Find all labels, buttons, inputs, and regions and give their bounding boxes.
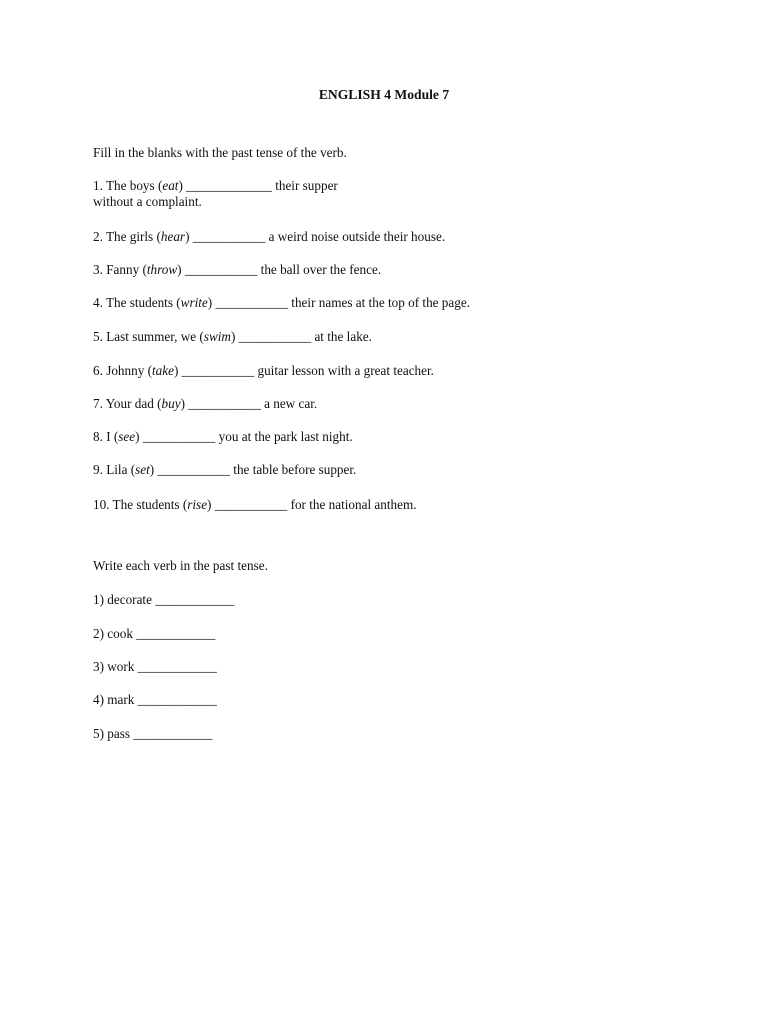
item-prefix: 9. Lila ( (93, 462, 136, 477)
exercise-item-6 (93, 363, 434, 379)
item-prefix: 6. Johnny ( (93, 363, 152, 378)
item-prefix: 2. The girls ( (93, 229, 161, 244)
item-rest: ) ___________ for the national anthem. (207, 497, 417, 512)
item-verb: take (151, 363, 174, 378)
item-prefix: 3. Fanny ( (93, 262, 147, 277)
exercise-item-7 (93, 396, 317, 412)
item-prefix: 1. The boys ( (93, 178, 163, 193)
item-verb: see (118, 429, 136, 444)
item-rest: ) _____________ their supper (178, 178, 338, 193)
item-verb: set (135, 462, 150, 477)
verb-item-5: 5) pass ____________ (93, 726, 213, 741)
item-rest: ) ___________ a weird noise outside their house. (185, 229, 446, 244)
exercise-item-10 (93, 497, 417, 513)
item-prefix: 8. I ( (93, 429, 119, 444)
item-rest: ) ___________ a new car. (180, 396, 318, 411)
item-rest: ) ___________ you at the park last night. (135, 429, 353, 444)
exercise-item-2 (93, 229, 445, 245)
verb-item-3: 3) work ____________ (93, 659, 217, 674)
exercise-item-4 (93, 295, 470, 311)
item-rest: ) ___________ the ball over the fence. (177, 262, 382, 277)
section1-instruction: Fill in the blanks with the past tense of the verb. (93, 145, 347, 160)
item-verb: throw (146, 262, 178, 277)
verb-item-4: 4) mark ____________ (93, 692, 217, 707)
exercise-item-8 (93, 429, 353, 445)
verb-item-2: 2) cook ____________ (93, 626, 216, 641)
item-rest: ) ___________ their names at the top of the page. (207, 295, 470, 310)
item-rest: ) ___________ guitar lesson with a great teacher. (173, 363, 434, 378)
verb-item-1: 1) decorate ____________ (93, 592, 235, 607)
exercise-item-1 (93, 178, 338, 210)
exercise-item-9 (93, 462, 356, 478)
exercise-item-5 (93, 329, 372, 345)
item-prefix: 10. The students ( (93, 497, 188, 512)
item-rest: ) ___________ the table before supper. (149, 462, 357, 477)
item-verb: buy (161, 396, 181, 411)
item-verb: eat (162, 178, 179, 193)
item-verb: hear (160, 229, 186, 244)
item-verb: write (180, 295, 208, 310)
item-rest: ) ___________ at the lake. (230, 329, 372, 344)
exercise-item-3 (93, 262, 381, 278)
item-verb: rise (187, 497, 208, 512)
item-prefix: 4. The students ( (93, 295, 181, 310)
section2-instruction: Write each verb in the past tense. (93, 558, 268, 573)
item-verb: swim (203, 329, 231, 344)
item-prefix: 7. Your dad ( (93, 396, 162, 411)
page-title: ENGLISH 4 Module 7 (318, 87, 450, 102)
item-continuation: without a complaint. (93, 194, 202, 209)
item-prefix: 5. Last summer, we ( (93, 329, 204, 344)
